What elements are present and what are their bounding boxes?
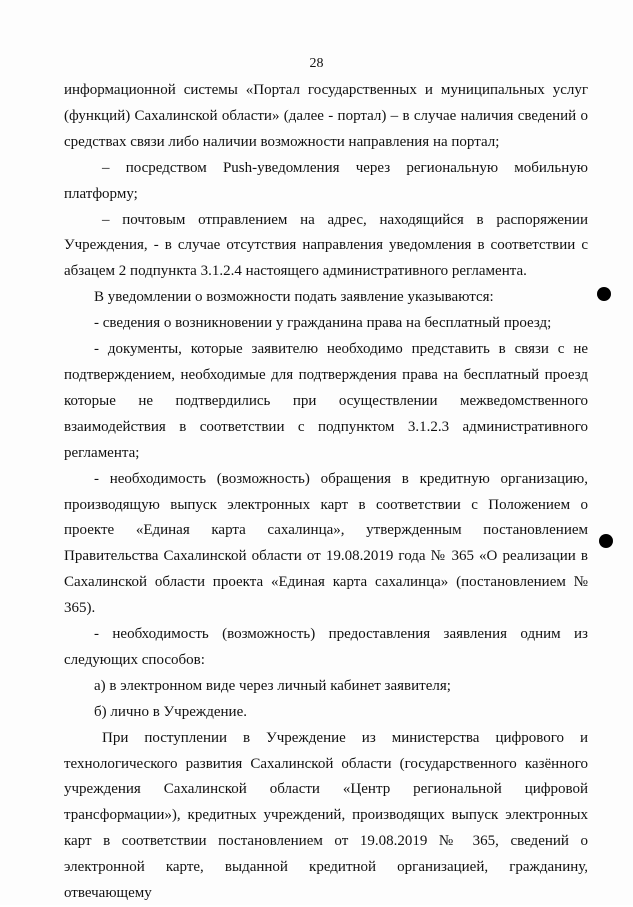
paragraph: б) лично в Учреждение. bbox=[94, 703, 247, 720]
paragraph: - необходимость (возможность) обращения в кредитную организацию, производящую выпуск электронных карт в соответствии с Положением о проекте «Единая карта сахалинца», утвержденным постановлением Правительства Сахалинской области от 19.08.2019 года № 365 «О реализации в Сахалинской области проекта «Единая карта сахалинца» (постановлением № 365). bbox=[64, 470, 588, 617]
paragraph: - необходимость (возможность) предоставления заявления одним из следующих способов: bbox=[64, 626, 588, 668]
paragraph: - сведения о возникновении у гражданина права на бесплатный проезд; bbox=[94, 315, 552, 332]
document-body bbox=[64, 78, 588, 907]
paragraph: а) в электронном виде через личный кабинет заявителя; bbox=[94, 677, 451, 694]
paragraph: В уведомлении о возможности подать заявление указываются: bbox=[94, 289, 494, 306]
paragraph: - документы, которые заявителю необходимо представить в связи с не подтверждением, необходимые для подтверждения права на бесплатный проезд которые не подтвердились при осуществлении межведомственного взаимодействия в соответствии с подпунктом 3.1.2.3 административного регламента; bbox=[64, 341, 588, 461]
page-number: 28 bbox=[309, 56, 324, 71]
paragraph: – почтовым отправлением на адрес, находящийся в распоряжении Учреждения, - в случае отсутствия направления уведомления в соответствии с абзацем 2 подпункта 3.1.2.4 настоящего административного регламента. bbox=[64, 211, 588, 280]
paragraph: информационной системы «Портал государственных и муниципальных услуг (функций) Сахалинской области» (далее - портал) – в случае наличия сведений о средствах связи либо наличии возможности направления на портал; bbox=[64, 82, 588, 150]
paragraph: – посредством Push-уведомления через региональную мобильную платформу; bbox=[64, 159, 588, 202]
hole-punch-mark bbox=[597, 287, 611, 301]
paragraph: При поступлении в Учреждение из министерства цифрового и технологического развития Сахалинской области (государственного казённого учреждения Сахалинской области «Центр региональной цифровой трансформации»), кредитных учреждений, производящих выпуск электронных карт в соответствии постановлением от 19.08.2019 № 365, сведений о электронной карте, выданной кредитной организацией, гражданину, отвечающему bbox=[64, 729, 588, 902]
hole-punch-mark bbox=[599, 534, 613, 548]
